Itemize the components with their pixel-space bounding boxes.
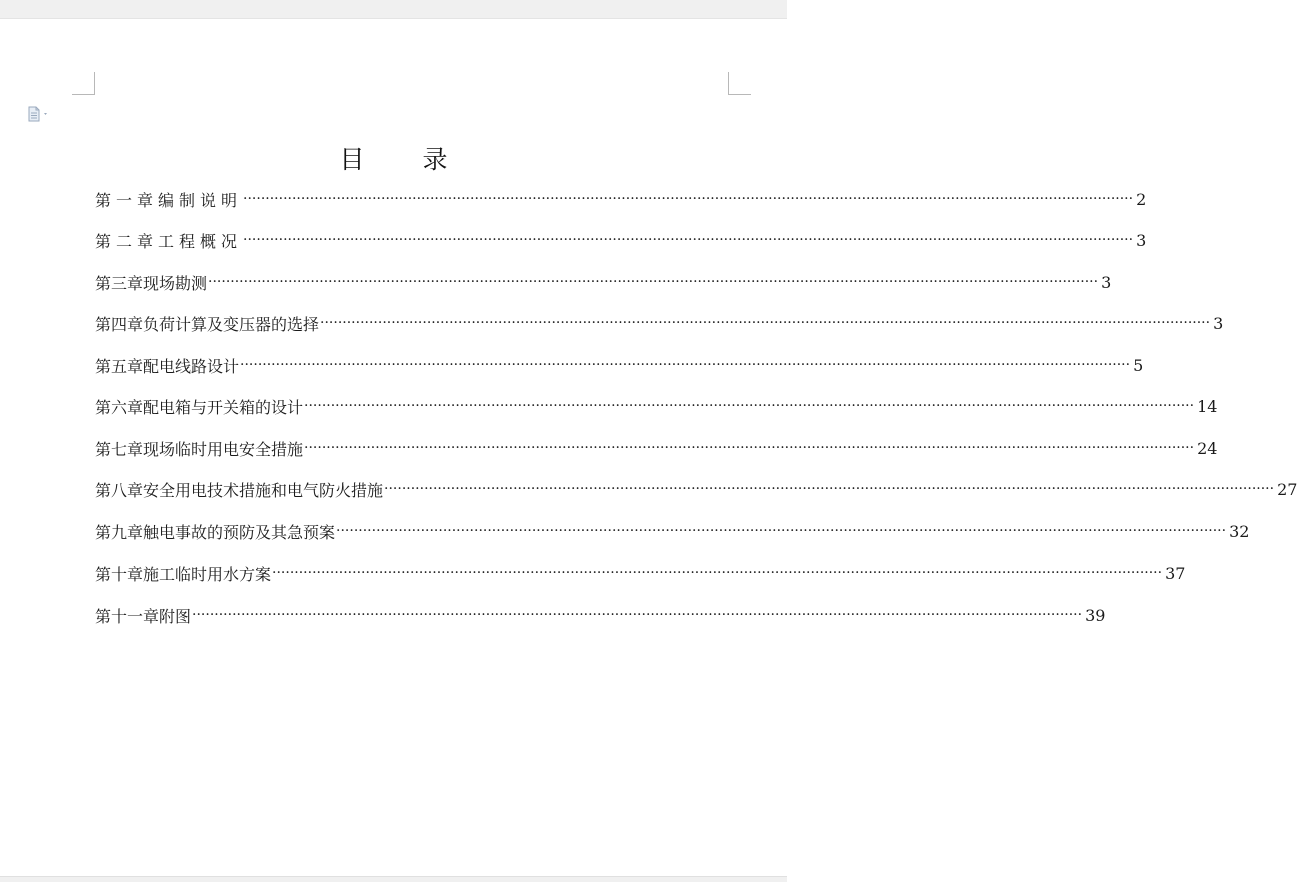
toc-page-number: 27	[1277, 479, 1297, 499]
toc-dot-leader: ········································································································································································································	[384, 481, 1275, 497]
toc-page-number: 3	[1213, 313, 1224, 333]
toc-entry[interactable]	[95, 394, 1218, 418]
toc-chapter-number: 第一章	[95, 190, 159, 210]
toc-page-number: 5	[1133, 355, 1144, 375]
toc-title-char-2: 录	[422, 145, 448, 174]
toc-chapter-number: 第二章	[95, 231, 159, 251]
page-corner-mark-top-left	[72, 72, 95, 95]
toc-page-number: 14	[1197, 396, 1218, 416]
toc-heading: 施工临时用水方案	[143, 564, 272, 584]
toc-heading: 现场临时用电安全措施	[143, 439, 304, 459]
top-toolbar-strip	[0, 0, 787, 19]
toc-title-char-1: 目	[339, 145, 365, 174]
toc-heading: 附图	[159, 606, 192, 626]
toc-entry[interactable]	[95, 353, 1144, 377]
toc-chapter-number: 第七章	[95, 439, 144, 459]
toc-dot-leader: ········································································································································································································	[320, 315, 1211, 331]
toc-entry[interactable]	[95, 603, 1106, 627]
toc-heading: 编制说明	[158, 190, 243, 210]
toc-page-number: 24	[1197, 438, 1218, 458]
toc-dot-leader: ········································································································································································································	[243, 232, 1134, 248]
toc-chapter-number: 第九章	[95, 522, 144, 542]
toc-dot-leader: ········································································································································································································	[304, 440, 1195, 456]
bottom-strip	[0, 876, 787, 882]
toc-heading: 触电事故的预防及其急预案	[143, 522, 336, 542]
toc-chapter-number: 第五章	[95, 356, 144, 376]
toc-heading: 配电线路设计	[143, 356, 240, 376]
toc-page-number: 37	[1165, 563, 1186, 583]
toc-entry[interactable]	[95, 561, 1186, 585]
toc-entry[interactable]	[95, 311, 1224, 335]
toc-chapter-number: 第四章	[95, 314, 144, 334]
toc-page-number: 39	[1085, 605, 1106, 625]
document-icon[interactable]	[27, 106, 51, 122]
toc-entry[interactable]	[95, 436, 1218, 460]
page-corner-mark-top-right	[728, 72, 751, 95]
toc-page-number: 3	[1101, 272, 1112, 292]
toc-chapter-number: 第六章	[95, 397, 144, 417]
toc-entry[interactable]	[95, 477, 1297, 501]
toc-page-number: 3	[1136, 230, 1147, 250]
toc-dot-leader: ········································································································································································································	[336, 523, 1227, 539]
toc-page-number: 2	[1136, 189, 1147, 209]
toc-dot-leader: ········································································································································································································	[304, 398, 1195, 414]
toc-dot-leader: ········································································································································································································	[208, 274, 1099, 290]
toc-heading: 安全用电技术措施和电气防火措施	[143, 480, 384, 500]
toc-dot-leader: ········································································································································································································	[272, 565, 1163, 581]
toc-entry[interactable]	[95, 187, 1147, 211]
toc-chapter-number: 第十一章	[95, 606, 160, 626]
toc-heading: 负荷计算及变压器的选择	[143, 314, 320, 334]
toc-title	[0, 140, 787, 176]
toc-dot-leader: ········································································································································································································	[192, 607, 1083, 623]
toc-heading: 配电箱与开关箱的设计	[143, 397, 304, 417]
toc-heading: 现场勘测	[143, 273, 208, 293]
toc-page-number: 32	[1229, 521, 1250, 541]
toc-entry[interactable]	[95, 519, 1250, 543]
toc-entry[interactable]	[95, 270, 1112, 294]
toc-dot-leader: ········································································································································································································	[243, 191, 1134, 207]
toc-chapter-number: 第十章	[95, 564, 144, 584]
toc-chapter-number: 第八章	[95, 480, 144, 500]
toc-entry[interactable]	[95, 228, 1147, 252]
toc-dot-leader: ········································································································································································································	[240, 357, 1131, 373]
toc-heading: 工程概况	[158, 231, 243, 251]
toc-chapter-number: 第三章	[95, 273, 144, 293]
